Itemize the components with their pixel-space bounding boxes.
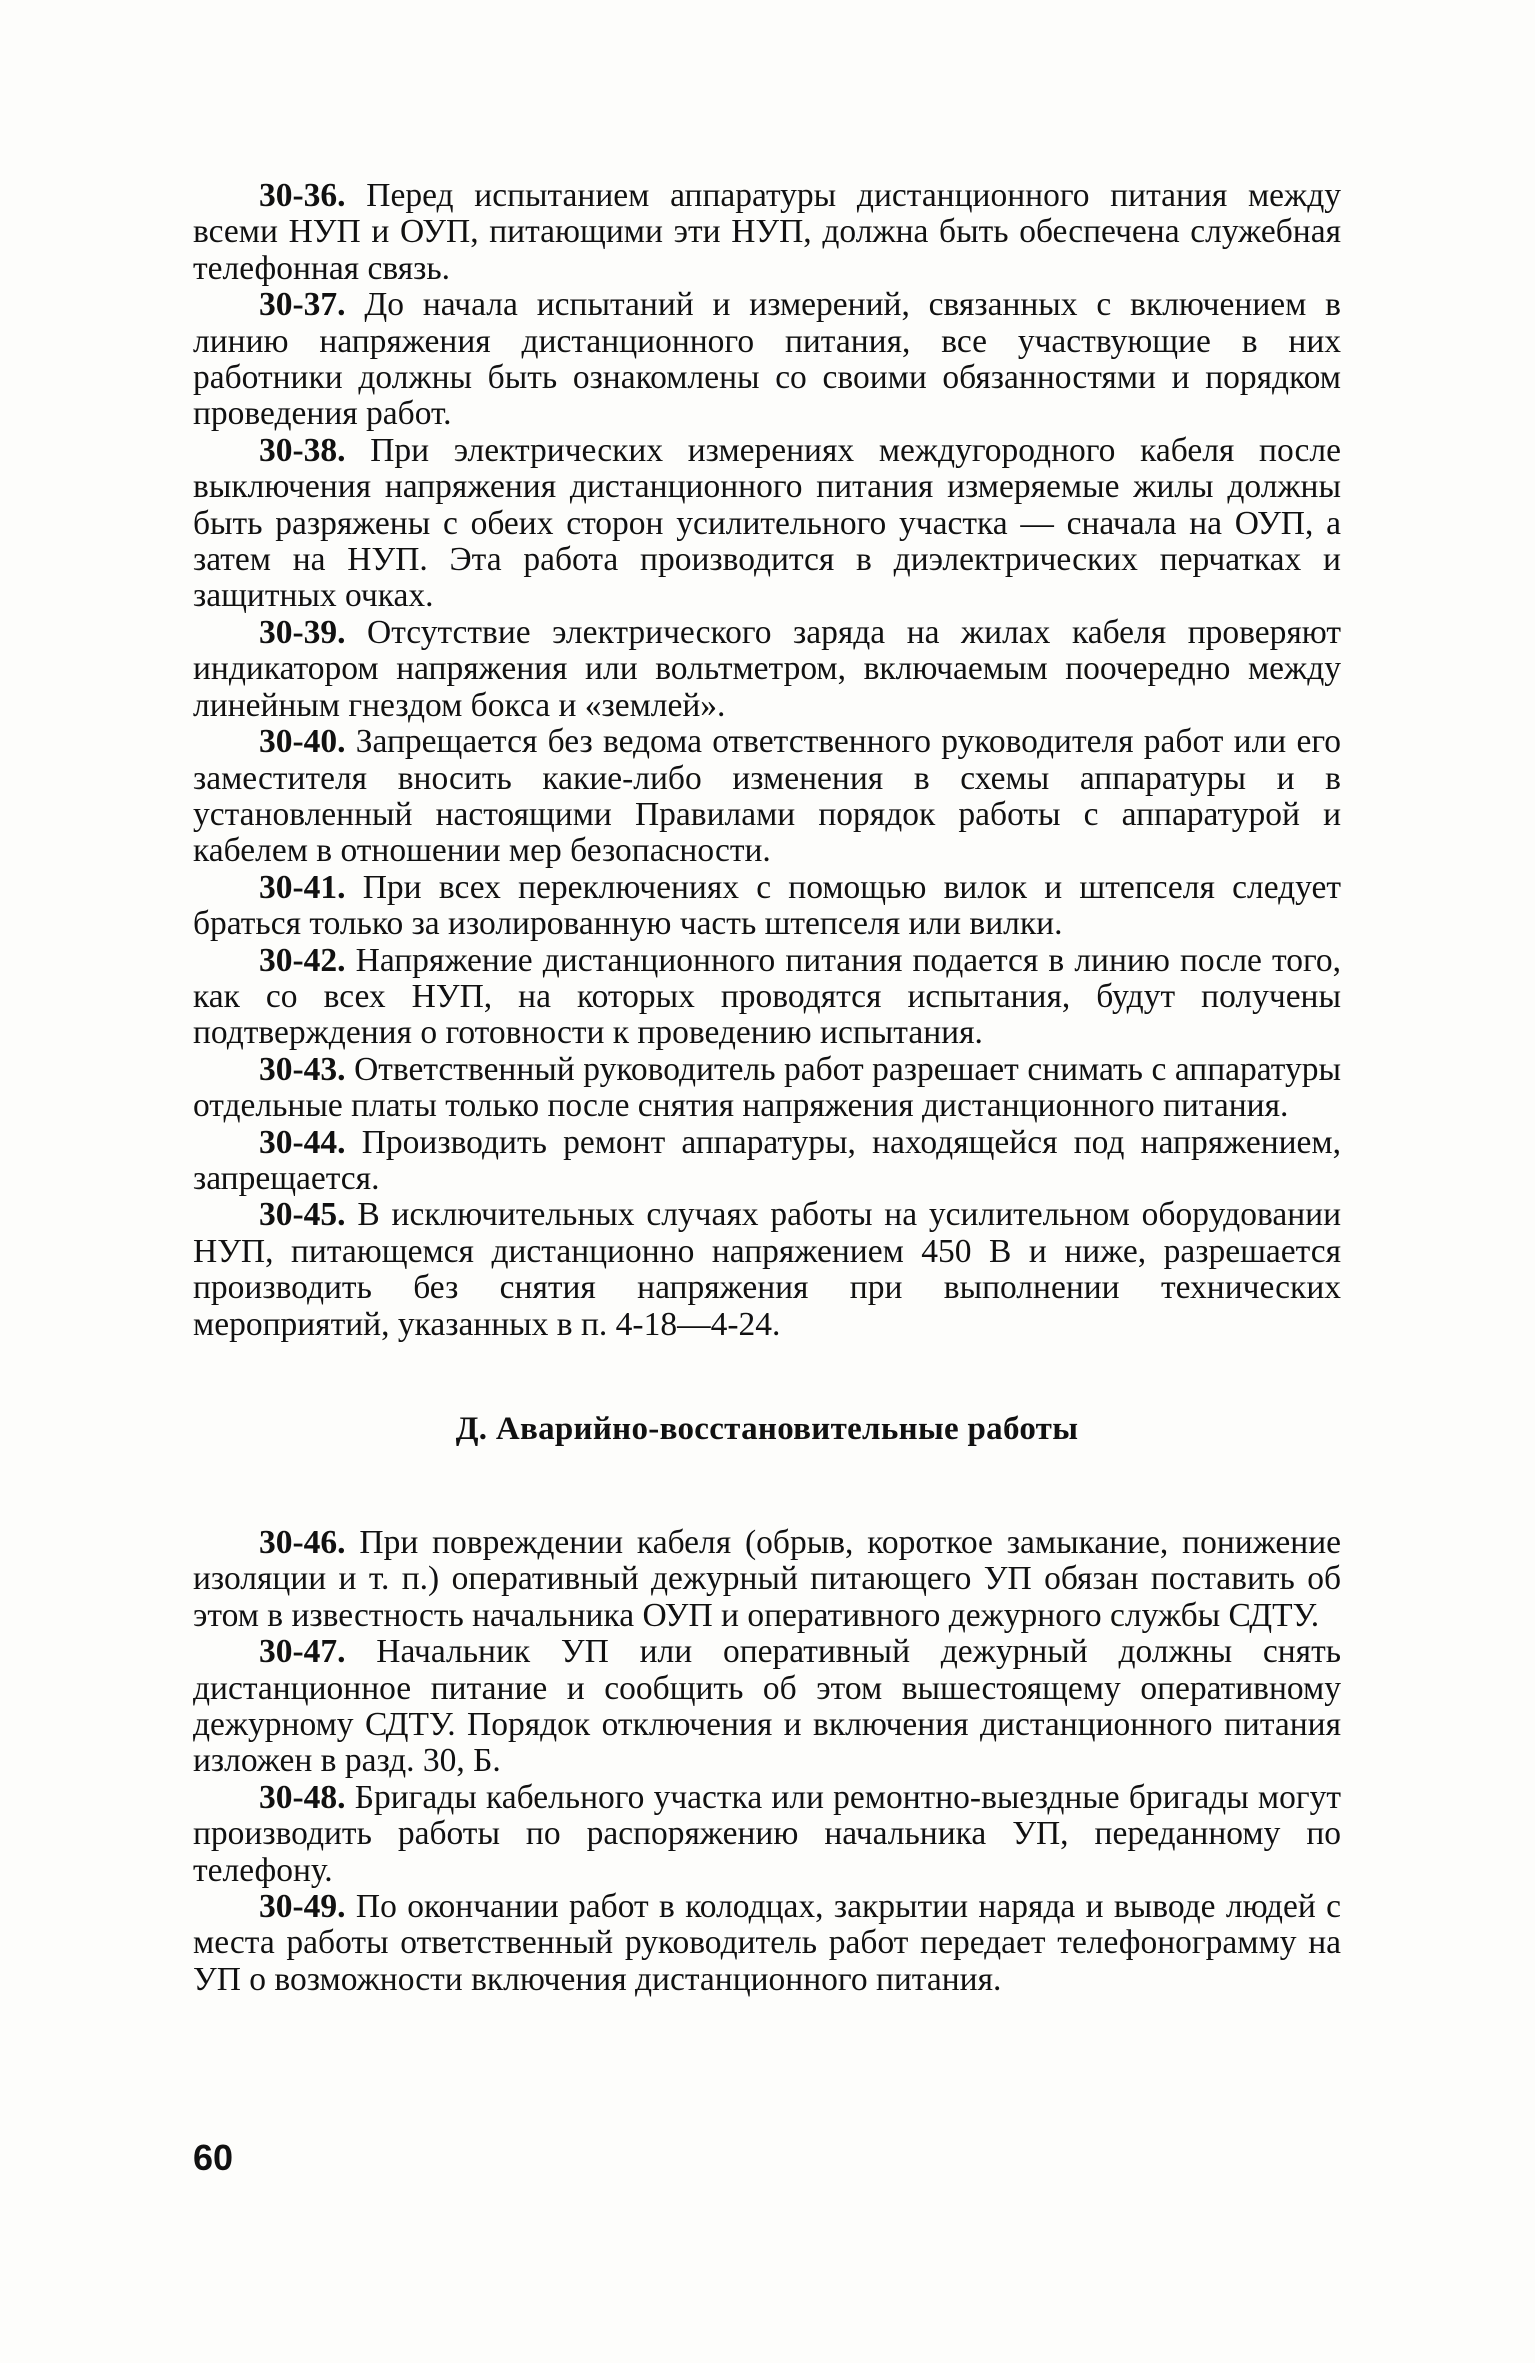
paragraph-30-43 <box>193 1052 1341 1125</box>
clause-number: 30-37. <box>259 286 346 324</box>
clause-number: 30-39. <box>259 613 346 651</box>
page-body <box>193 178 1341 1998</box>
clause-number: 30-46. <box>259 1524 346 1561</box>
clause-number: 30-45. <box>259 1196 346 1234</box>
clause-number: 30-41. <box>259 868 346 906</box>
clause-number: 30-42. <box>259 941 346 979</box>
paragraph-30-49 <box>193 1889 1341 1998</box>
clause-number: 30-40. <box>259 723 346 761</box>
paragraph-30-36 <box>193 178 1341 287</box>
paragraph-30-45 <box>193 1197 1341 1343</box>
clause-text: Начальник УП или оперативный дежурный должны снять дистанционное питание и сообщить об этом вышестоящему оперативному дежурному СДТУ. Порядок отключения и включения дистанционного питания изложен в разд. 30, Б. <box>193 1633 1341 1780</box>
clause-number: 30-43. <box>259 1050 346 1088</box>
paragraph-30-46 <box>193 1525 1341 1634</box>
clause-number: 30-49. <box>259 1888 346 1926</box>
clause-text: Производить ремонт аппаратуры, находящейся под напряжением, запрещается. <box>193 1123 1341 1197</box>
clause-text: Отсутствие электрического заряда на жилах кабеля проверяют индикатором напряжения или вольтметром, включаемым поочередно между линейным гнездом бокса и «землей». <box>193 613 1341 724</box>
paragraph-30-48 <box>193 1780 1341 1889</box>
clause-number: 30-48. <box>259 1778 346 1816</box>
clause-text: Перед испытанием аппаратуры дистанционного питания между всеми НУП и ОУП, питающими эти НУП, должна быть обеспечена служебная телефонная связь. <box>193 177 1341 287</box>
clause-text: При всех переключениях с помощью вилок и штепселя следует браться только за изолированную часть штепселя или вилки. <box>193 868 1341 943</box>
paragraph-30-44 <box>193 1125 1341 1198</box>
clause-text: При повреждении кабеля (обрыв, короткое замыкание, понижение изоляции и т. п.) оперативный дежурный питающего УП обязан поставить об этом в известность начальника ОУП и оперативного дежурного службы СДТУ. <box>193 1524 1341 1634</box>
paragraph-30-41 <box>193 870 1341 943</box>
clause-text: Напряжение дистанционного питания подается в линию после того, как со всех НУП, на которых проводятся испытания, будут получены подтверждения о готовности к проведению испытания. <box>193 941 1341 1052</box>
clause-text: Бригады кабельного участка или ремонтно-выездные бригады могут производить работы по распоряжению начальника УП, переданному по телефону. <box>193 1778 1341 1889</box>
clause-text: В исключительных случаях работы на усилительном оборудовании НУП, питающемся дистанционно напряжением 450 В и ниже, разрешается производить без снятия напряжения при выполнении технических мероприятий, указанных в п. 4-18—4-24. <box>193 1196 1341 1343</box>
paragraph-30-47 <box>193 1634 1341 1780</box>
clause-number: 30-47. <box>259 1633 346 1671</box>
paragraph-30-38 <box>193 433 1341 615</box>
clause-number: 30-38. <box>259 431 346 469</box>
clause-text: При электрических измерениях междугородного кабеля после выключения напряжения дистанционного питания измеряемые жилы должны быть разряжены с обеих сторон усилительного участка — сначала на ОУП, а затем на НУП. Эта работа производится в диэлектрических перчатках и защитных очках. <box>193 431 1341 615</box>
section-heading: Д. Аварийно-восстановительные работы <box>455 1411 1079 1447</box>
clause-text: До начала испытаний и измерений, связанных с включением в линию напряжения дистанционного питания, все участвующие в них работники должны быть ознакомлены со своими обязанностями и порядком проведения работ. <box>193 286 1341 433</box>
paragraph-30-40 <box>193 724 1341 870</box>
paragraph-30-42 <box>193 943 1341 1052</box>
clause-number: 30-44. <box>259 1123 346 1161</box>
paragraph-30-37 <box>193 287 1341 433</box>
clause-text: По окончании работ в колодцах, закрытии наряда и выводе людей с места работы ответственный руководитель работ передает телефонограмму на УП о возможности включения дистанционного питания. <box>193 1888 1341 1998</box>
page-number: 60 <box>193 2137 234 2178</box>
paragraph-30-39 <box>193 615 1341 724</box>
clause-text: Запрещается без ведома ответственного руководителя работ или его заместителя вносить какие-либо изменения в схемы аппаратуры и в установленный настоящими Правилами порядок работы с аппаратурой и кабелем в отношении мер безопасности. <box>193 723 1341 870</box>
clause-number: 30-36. <box>259 177 346 214</box>
clause-text: Ответственный руководитель работ разрешает снимать с аппаратуры отдельные платы только после снятия напряжения дистанционного питания. <box>193 1050 1341 1125</box>
